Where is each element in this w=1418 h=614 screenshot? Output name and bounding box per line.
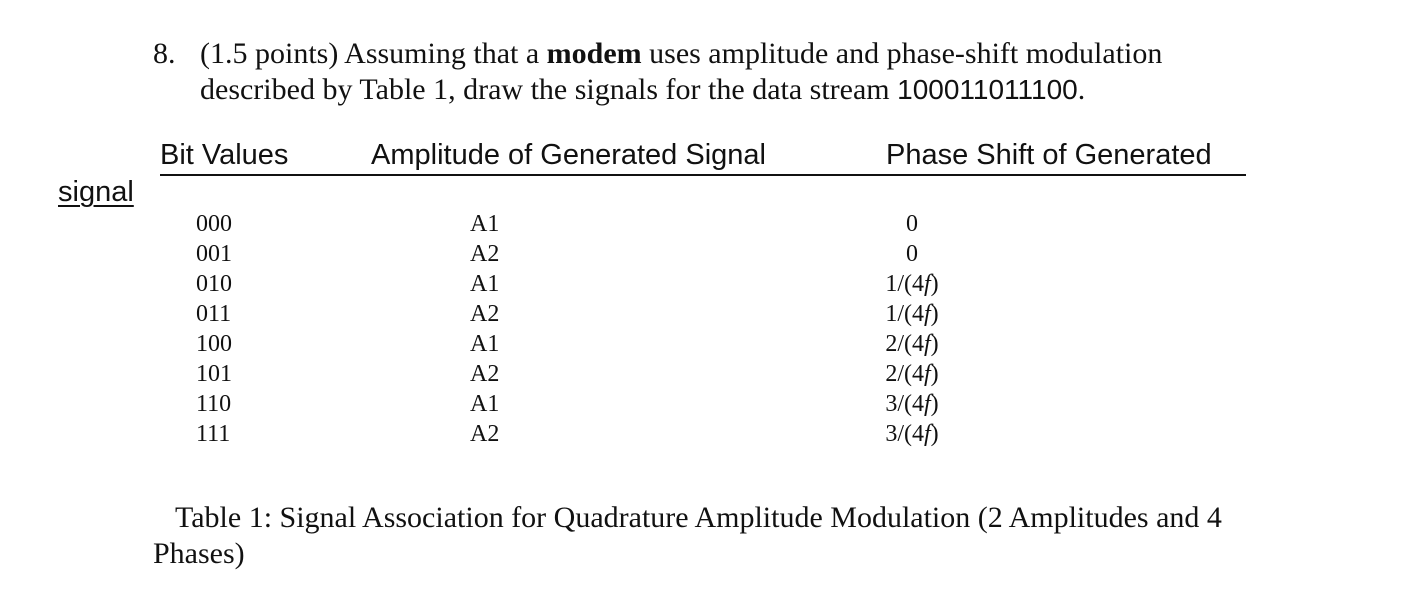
cell-bit-value: 011 (196, 301, 232, 327)
cell-phase-shift: 0 (906, 211, 918, 237)
table-row (0, 419, 1418, 449)
cell-amplitude: A1 (470, 271, 500, 297)
question-bold-term: modem (546, 37, 642, 70)
table-row (0, 359, 1418, 389)
cell-phase-shift: 1/(4f) (885, 301, 939, 327)
question-text-prefix: (1.5 points) Assuming that a (200, 37, 547, 70)
header-underline (160, 174, 1246, 176)
cell-bit-value: 111 (196, 421, 231, 447)
table-row (0, 239, 1418, 269)
cell-phase-shift: 1/(4f) (885, 271, 939, 297)
caption-line-1: Table 1: Signal Association for Quadrature Amplitude Modulation (2 Amplitudes and 4 (175, 501, 1222, 534)
question-text-prefix-2: described by Table 1, draw the signals for the data stream (200, 73, 898, 106)
header-amplitude: Amplitude of Generated Signal (371, 139, 766, 171)
cell-bit-value: 100 (196, 331, 232, 357)
data-stream-value: 100011011100 (897, 74, 1078, 105)
cell-bit-value: 010 (196, 271, 232, 297)
question-text-suffix-2: . (1077, 73, 1086, 106)
cell-bit-value: 001 (196, 241, 232, 267)
question-text-line-1 (200, 36, 1162, 72)
table-caption (153, 500, 1303, 572)
cell-bit-value: 101 (196, 361, 232, 387)
cell-phase-shift: 3/(4f) (885, 391, 939, 417)
cell-phase-shift: 3/(4f) (885, 421, 939, 447)
question-text-suffix: uses amplitude and phase-shift modulation (641, 37, 1163, 70)
question-text-line-2 (200, 72, 1085, 108)
table-row (0, 269, 1418, 299)
cell-phase-shift: 2/(4f) (885, 331, 939, 357)
cell-amplitude: A2 (470, 361, 500, 387)
cell-amplitude: A1 (470, 331, 500, 357)
cell-phase-shift: 2/(4f) (885, 361, 939, 387)
cell-amplitude: A1 (470, 211, 500, 237)
header-bit-values: Bit Values (160, 139, 289, 171)
header-phase-shift-continuation: signal (58, 176, 134, 208)
cell-bit-value: 000 (196, 211, 232, 237)
cell-phase-shift: 0 (906, 241, 918, 267)
cell-amplitude: A1 (470, 391, 500, 417)
table-body (0, 209, 1418, 449)
cell-bit-value: 110 (196, 391, 232, 417)
table-row (0, 329, 1418, 359)
cell-amplitude: A2 (470, 241, 500, 267)
table-row (0, 389, 1418, 419)
header-phase-shift: Phase Shift of Generated (886, 139, 1212, 171)
cell-amplitude: A2 (470, 421, 500, 447)
table-row (0, 209, 1418, 239)
question-number: 8. (153, 37, 176, 70)
caption-line-2: Phases) (153, 537, 245, 570)
table-row (0, 299, 1418, 329)
cell-amplitude: A2 (470, 301, 500, 327)
